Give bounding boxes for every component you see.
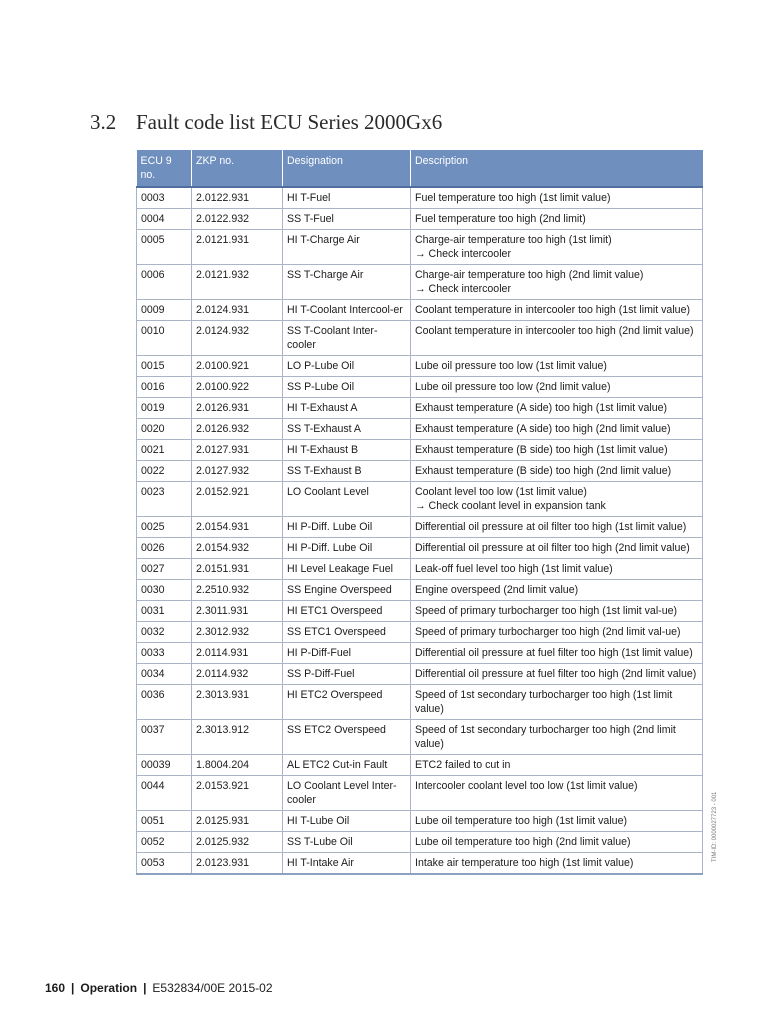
table-row xyxy=(137,398,703,419)
zkp-no-cell: 2.0100.922 xyxy=(192,377,283,398)
ecu-no-cell: 0005 xyxy=(137,230,192,265)
zkp-no-cell: 2.0100.921 xyxy=(192,356,283,377)
ecu-no-cell: 0020 xyxy=(137,419,192,440)
designation-cell: HI T-Lube Oil xyxy=(283,811,411,832)
header-row xyxy=(137,150,703,187)
designation-cell: SS P-Diff-Fuel xyxy=(283,664,411,685)
ecu-no-cell: 0006 xyxy=(137,265,192,300)
designation-cell: SS T-Exhaust A xyxy=(283,419,411,440)
table-body xyxy=(137,187,703,874)
table-row xyxy=(137,755,703,776)
zkp-no-cell: 2.0126.931 xyxy=(192,398,283,419)
ecu-no-cell: 0034 xyxy=(137,664,192,685)
designation-cell: HI P-Diff. Lube Oil xyxy=(283,538,411,559)
footer-separator: | xyxy=(71,981,75,995)
page-footer xyxy=(45,981,273,995)
description-cell: ETC2 failed to cut in xyxy=(411,755,703,776)
table-row xyxy=(137,776,703,811)
ecu-no-cell: 0022 xyxy=(137,461,192,482)
description-cell: Coolant temperature in intercooler too high (1st limit value) xyxy=(411,300,703,321)
section-title xyxy=(90,110,442,135)
description-cell: Speed of primary turbocharger too high (1st limit val-ue) xyxy=(411,601,703,622)
zkp-no-cell: 2.0114.931 xyxy=(192,643,283,664)
designation-cell: SS T-Charge Air xyxy=(283,265,411,300)
side-document-code: TIM-ID: 0000027723 - 001 xyxy=(712,791,718,862)
description-cell: Fuel temperature too high (1st limit value) xyxy=(411,187,703,209)
description-cell: Charge-air temperature too high (1st limit) → Check intercooler xyxy=(411,230,703,265)
designation-cell: LO Coolant Level Inter-cooler xyxy=(283,776,411,811)
section-number: 3.2 xyxy=(90,110,117,134)
zkp-no-cell: 2.0121.932 xyxy=(192,265,283,300)
ecu-no-cell: 0003 xyxy=(137,187,192,209)
designation-cell: SS P-Lube Oil xyxy=(283,377,411,398)
zkp-no-cell: 2.0122.932 xyxy=(192,209,283,230)
ecu-no-cell: 0033 xyxy=(137,643,192,664)
table-row xyxy=(137,419,703,440)
designation-cell: HI T-Intake Air xyxy=(283,853,411,875)
designation-cell: SS ETC2 Overspeed xyxy=(283,720,411,755)
zkp-no-cell: 2.0114.932 xyxy=(192,664,283,685)
designation-cell: SS T-Lube Oil xyxy=(283,832,411,853)
description-cell: Fuel temperature too high (2nd limit) xyxy=(411,209,703,230)
ecu-no-cell: 0031 xyxy=(137,601,192,622)
zkp-no-cell: 2.0124.932 xyxy=(192,321,283,356)
ecu-no-cell: 0010 xyxy=(137,321,192,356)
zkp-no-cell: 2.0154.932 xyxy=(192,538,283,559)
table-row xyxy=(137,538,703,559)
description-cell: Intercooler coolant level too low (1st limit value) xyxy=(411,776,703,811)
designation-cell: HI P-Diff. Lube Oil xyxy=(283,517,411,538)
ecu-no-cell: 0032 xyxy=(137,622,192,643)
designation-cell: HI T-Charge Air xyxy=(283,230,411,265)
ecu-no-cell: 0053 xyxy=(137,853,192,875)
ecu-no-cell: 0016 xyxy=(137,377,192,398)
description-cell: Speed of 1st secondary turbocharger too high (1st limit value) xyxy=(411,685,703,720)
chapter-name: Operation xyxy=(80,981,138,995)
designation-cell: SS T-Coolant Inter-cooler xyxy=(283,321,411,356)
zkp-no-cell: 2.0125.932 xyxy=(192,832,283,853)
zkp-no-cell: 2.0122.931 xyxy=(192,187,283,209)
description-cell: Lube oil temperature too high (1st limit value) xyxy=(411,811,703,832)
designation-cell: HI Level Leakage Fuel xyxy=(283,559,411,580)
designation-cell: HI ETC2 Overspeed xyxy=(283,685,411,720)
table-row xyxy=(137,265,703,300)
table-row xyxy=(137,832,703,853)
designation-cell: HI T-Exhaust B xyxy=(283,440,411,461)
table-row xyxy=(137,440,703,461)
description-cell: Differential oil pressure at fuel filter too high (1st limit value) xyxy=(411,643,703,664)
table-header xyxy=(137,150,703,187)
ecu-no-cell: 0021 xyxy=(137,440,192,461)
zkp-no-cell: 2.0127.931 xyxy=(192,440,283,461)
ecu-no-cell: 0051 xyxy=(137,811,192,832)
header-designation: Designation xyxy=(283,150,411,187)
table-row xyxy=(137,664,703,685)
table-row xyxy=(137,601,703,622)
ecu-no-cell: 0015 xyxy=(137,356,192,377)
zkp-no-cell: 2.0121.931 xyxy=(192,230,283,265)
zkp-no-cell: 2.0154.931 xyxy=(192,517,283,538)
zkp-no-cell: 2.0126.932 xyxy=(192,419,283,440)
footer-separator: | xyxy=(143,981,147,995)
designation-cell: HI ETC1 Overspeed xyxy=(283,601,411,622)
header-zkp-no: ZKP no. xyxy=(192,150,283,187)
description-cell: Leak-off fuel level too high (1st limit value) xyxy=(411,559,703,580)
ecu-no-cell: 0030 xyxy=(137,580,192,601)
description-cell: Exhaust temperature (A side) too high (1st limit value) xyxy=(411,398,703,419)
ecu-no-cell: 0023 xyxy=(137,482,192,517)
designation-cell: HI P-Diff-Fuel xyxy=(283,643,411,664)
ecu-no-cell: 0052 xyxy=(137,832,192,853)
table-row xyxy=(137,811,703,832)
designation-cell: SS T-Exhaust B xyxy=(283,461,411,482)
table-row xyxy=(137,559,703,580)
description-cell: Coolant temperature in intercooler too high (2nd limit value) xyxy=(411,321,703,356)
zkp-no-cell: 1.8004.204 xyxy=(192,755,283,776)
table-row xyxy=(137,643,703,664)
ecu-no-cell: 0025 xyxy=(137,517,192,538)
table-row xyxy=(137,580,703,601)
description-cell: Coolant level too low (1st limit value) → Check coolant level in expansion tank xyxy=(411,482,703,517)
table-row xyxy=(137,720,703,755)
table-row xyxy=(137,187,703,209)
description-cell: Differential oil pressure at oil filter too high (2nd limit value) xyxy=(411,538,703,559)
designation-cell: HI T-Coolant Intercool-er xyxy=(283,300,411,321)
ecu-no-cell: 0037 xyxy=(137,720,192,755)
table-row xyxy=(137,853,703,875)
ecu-no-cell: 0036 xyxy=(137,685,192,720)
zkp-no-cell: 2.0127.932 xyxy=(192,461,283,482)
designation-cell: AL ETC2 Cut-in Fault xyxy=(283,755,411,776)
description-cell: Exhaust temperature (A side) too high (2nd limit value) xyxy=(411,419,703,440)
zkp-no-cell: 2.3012.932 xyxy=(192,622,283,643)
page-number: 160 xyxy=(45,981,66,995)
ecu-no-cell: 00039 xyxy=(137,755,192,776)
zkp-no-cell: 2.0124.931 xyxy=(192,300,283,321)
designation-cell: SS ETC1 Overspeed xyxy=(283,622,411,643)
table-row xyxy=(137,356,703,377)
zkp-no-cell: 2.3011.931 xyxy=(192,601,283,622)
ecu-no-cell: 0019 xyxy=(137,398,192,419)
ecu-no-cell: 0044 xyxy=(137,776,192,811)
ecu-no-cell: 0009 xyxy=(137,300,192,321)
table-row xyxy=(137,321,703,356)
description-cell: Lube oil pressure too low (1st limit value) xyxy=(411,356,703,377)
table-row xyxy=(137,517,703,538)
table-row xyxy=(137,230,703,265)
table-row xyxy=(137,622,703,643)
ecu-no-cell: 0027 xyxy=(137,559,192,580)
fault-code-table xyxy=(136,150,703,875)
document-id: E532834/00E 2015-02 xyxy=(152,981,273,995)
zkp-no-cell: 2.3013.912 xyxy=(192,720,283,755)
description-cell: Charge-air temperature too high (2nd limit value) → Check intercooler xyxy=(411,265,703,300)
table-row xyxy=(137,377,703,398)
designation-cell: SS T-Fuel xyxy=(283,209,411,230)
header-ecu-no: ECU 9 no. xyxy=(137,150,192,187)
designation-cell: HI T-Fuel xyxy=(283,187,411,209)
zkp-no-cell: 2.0152.921 xyxy=(192,482,283,517)
description-cell: Exhaust temperature (B side) too high (2nd limit value) xyxy=(411,461,703,482)
description-cell: Exhaust temperature (B side) too high (1st limit value) xyxy=(411,440,703,461)
table-row xyxy=(137,300,703,321)
designation-cell: LO Coolant Level xyxy=(283,482,411,517)
table-row xyxy=(137,482,703,517)
description-cell: Intake air temperature too high (1st limit value) xyxy=(411,853,703,875)
description-cell: Differential oil pressure at oil filter too high (1st limit value) xyxy=(411,517,703,538)
description-cell: Lube oil temperature too high (2nd limit value) xyxy=(411,832,703,853)
designation-cell: LO P-Lube Oil xyxy=(283,356,411,377)
description-cell: Speed of primary turbocharger too high (2nd limit val-ue) xyxy=(411,622,703,643)
designation-cell: SS Engine Overspeed xyxy=(283,580,411,601)
zkp-no-cell: 2.2510.932 xyxy=(192,580,283,601)
zkp-no-cell: 2.0151.931 xyxy=(192,559,283,580)
designation-cell: HI T-Exhaust A xyxy=(283,398,411,419)
table-row xyxy=(137,461,703,482)
header-description: Description xyxy=(411,150,703,187)
ecu-no-cell: 0004 xyxy=(137,209,192,230)
zkp-no-cell: 2.0123.931 xyxy=(192,853,283,875)
description-cell: Lube oil pressure too low (2nd limit value) xyxy=(411,377,703,398)
zkp-no-cell: 2.0153.921 xyxy=(192,776,283,811)
ecu-no-cell: 0026 xyxy=(137,538,192,559)
zkp-no-cell: 2.0125.931 xyxy=(192,811,283,832)
zkp-no-cell: 2.3013.931 xyxy=(192,685,283,720)
description-cell: Speed of 1st secondary turbocharger too high (2nd limit value) xyxy=(411,720,703,755)
section-heading: Fault code list ECU Series 2000Gx6 xyxy=(136,110,443,134)
description-cell: Differential oil pressure at fuel filter too high (2nd limit value) xyxy=(411,664,703,685)
table-row xyxy=(137,209,703,230)
description-cell: Engine overspeed (2nd limit value) xyxy=(411,580,703,601)
table-row xyxy=(137,685,703,720)
